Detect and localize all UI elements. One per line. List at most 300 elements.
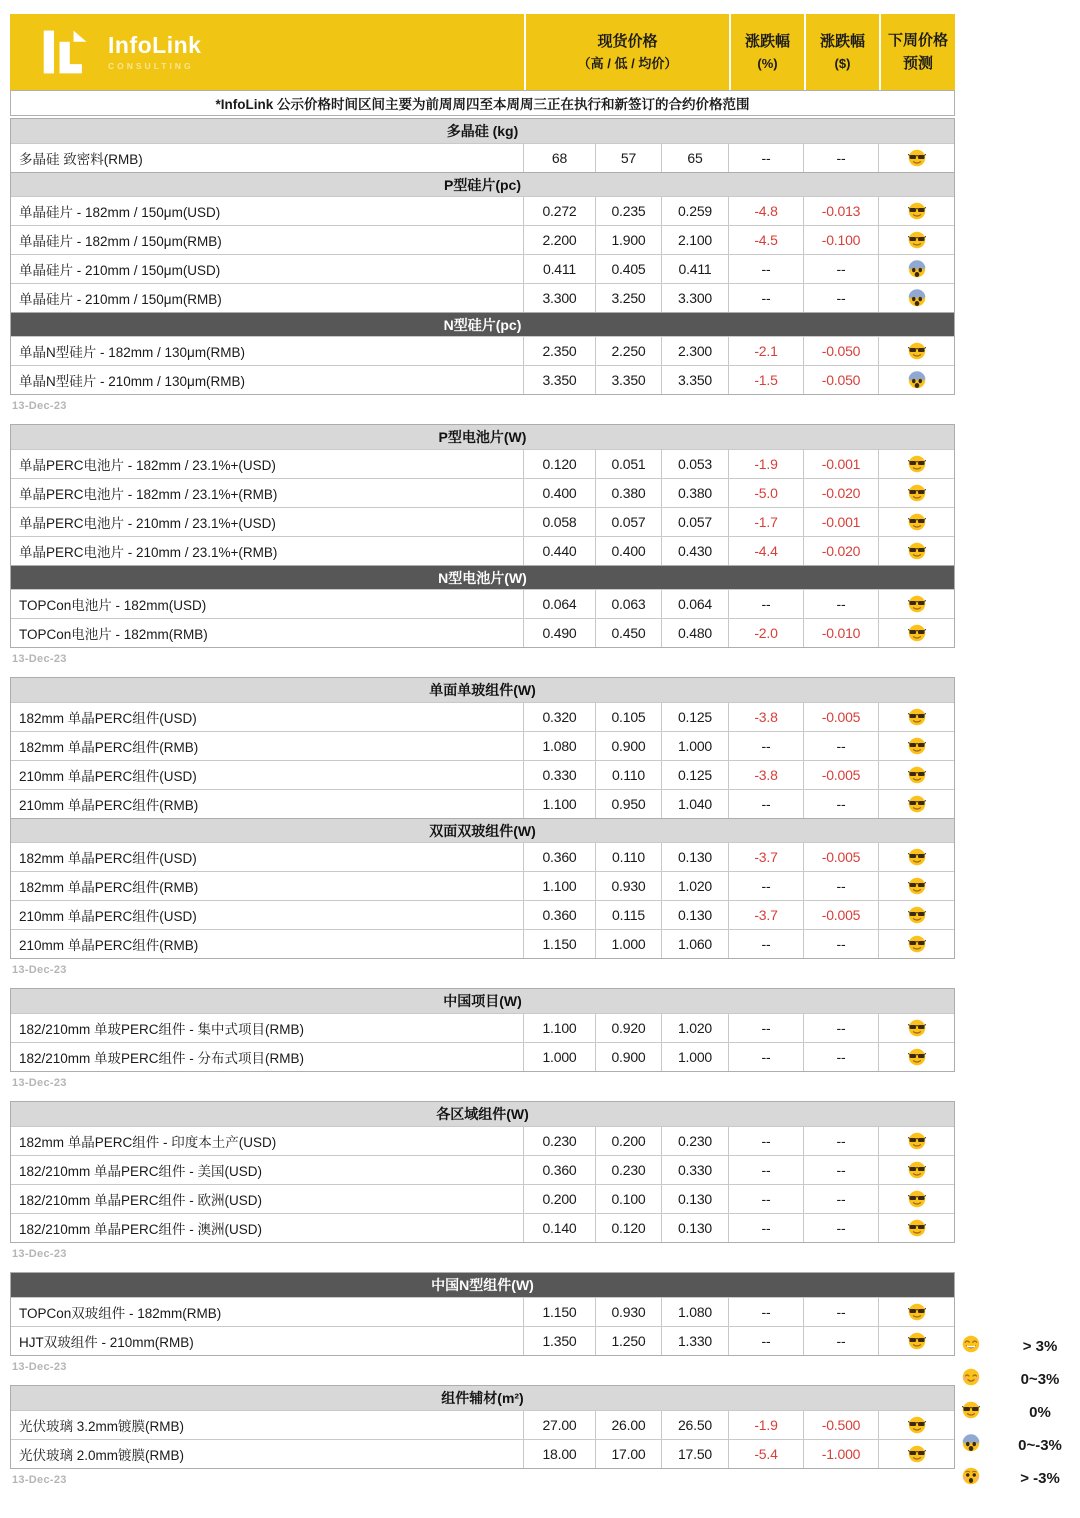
product-label: 光伏玻璃 3.2mm镀膜(RMB) <box>19 1419 184 1434</box>
sunglasses-emoji-icon <box>908 149 926 167</box>
legend-emoji <box>962 1434 980 1457</box>
price-low-cell: 0.051 <box>595 450 661 478</box>
grin-emoji-icon <box>962 1335 980 1353</box>
forecast-legend <box>962 1330 1080 1495</box>
legend-emoji <box>962 1401 980 1424</box>
table-row <box>11 1184 954 1213</box>
section-header: P型电池片(W) <box>11 425 954 449</box>
table-row <box>11 702 954 731</box>
price-low-cell: 1.250 <box>595 1327 661 1355</box>
sunglasses-emoji-icon <box>908 202 926 220</box>
change-pct-cell: -- <box>728 1298 803 1326</box>
sunglasses-emoji-icon <box>908 624 926 642</box>
price-avg-cell: 1.060 <box>661 930 728 958</box>
product-label: 182/210mm 单晶PERC组件 - 欧洲(USD) <box>19 1193 263 1208</box>
sunglasses-emoji-icon <box>908 906 926 924</box>
table-row <box>11 900 954 929</box>
change-usd-cell: -- <box>803 1327 878 1355</box>
price-avg-cell: 1.330 <box>661 1327 728 1355</box>
change-usd-cell: -- <box>803 1156 878 1184</box>
price-high-cell: 0.360 <box>523 1156 595 1184</box>
table-block <box>10 677 955 959</box>
change-usd-title: 涨跌幅 <box>819 33 865 51</box>
change-pct-cell: -- <box>728 930 803 958</box>
change-pct-cell: -1.9 <box>728 1411 803 1439</box>
table-row <box>11 1297 954 1326</box>
change-usd-cell: -0.100 <box>803 226 878 254</box>
sunglasses-emoji-icon <box>908 1445 926 1463</box>
legend-item <box>962 1363 1080 1396</box>
product-label: 单晶PERC电池片 - 182mm / 23.1%+(USD) <box>19 458 276 473</box>
product-label: TOPCon电池片 - 182mm(RMB) <box>19 627 208 642</box>
legend-label: 0~-3% <box>1018 1437 1062 1454</box>
price-high-cell: 18.00 <box>523 1440 595 1468</box>
product-label: TOPCon双玻组件 - 182mm(RMB) <box>19 1306 222 1321</box>
price-avg-cell: 0.130 <box>661 843 728 871</box>
forecast-cell <box>878 843 954 871</box>
table-row <box>11 1410 954 1439</box>
product-label: 182/210mm 单玻PERC组件 - 分布式项目(RMB) <box>19 1051 305 1066</box>
table-row <box>11 225 954 254</box>
change-usd-cell: -- <box>803 144 878 172</box>
price-avg-cell: 0.430 <box>661 537 728 565</box>
product-label: 182mm 单晶PERC组件(RMB) <box>19 880 199 895</box>
brand-tagline: CONSULTING <box>108 60 194 71</box>
forecast-cell <box>878 901 954 929</box>
price-high-cell: 68 <box>523 144 595 172</box>
price-avg-cell: 3.350 <box>661 366 728 394</box>
sunglasses-emoji-icon <box>908 484 926 502</box>
change-usd-cell: -- <box>803 284 878 312</box>
table-row <box>11 789 954 818</box>
price-low-cell: 0.110 <box>595 761 661 789</box>
table-row <box>11 196 954 225</box>
forecast-cell <box>878 930 954 958</box>
change-usd-cell: -- <box>803 930 878 958</box>
change-pct-title: 涨跌幅 <box>744 33 790 51</box>
price-low-cell: 0.110 <box>595 843 661 871</box>
table-block-group <box>10 118 955 412</box>
change-pct-cell: -4.4 <box>728 537 803 565</box>
table-row <box>11 1213 954 1242</box>
price-high-cell: 1.100 <box>523 790 595 818</box>
change-pct-cell: -- <box>728 144 803 172</box>
forecast-cell <box>878 255 954 283</box>
table-row <box>11 336 954 365</box>
scream-emoji-icon <box>908 371 926 389</box>
change-pct-cell: -5.4 <box>728 1440 803 1468</box>
table-row <box>11 365 954 394</box>
product-label: 182mm 单晶PERC组件 - 印度本土产(USD) <box>19 1135 277 1150</box>
table-row <box>11 143 954 172</box>
forecast-cell <box>878 790 954 818</box>
table-row <box>11 254 954 283</box>
price-high-cell: 1.000 <box>523 1043 595 1071</box>
section-header: 单面单玻组件(W) <box>11 678 954 702</box>
forecast-cell <box>878 732 954 760</box>
change-pct-cell: -4.5 <box>728 226 803 254</box>
table-block-group <box>10 1272 955 1373</box>
price-low-cell: 0.405 <box>595 255 661 283</box>
product-label: 210mm 单晶PERC组件(USD) <box>19 909 197 924</box>
change-usd-cell: -0.020 <box>803 479 878 507</box>
price-low-cell: 0.930 <box>595 872 661 900</box>
price-high-cell: 1.150 <box>523 930 595 958</box>
forecast-cell <box>878 1214 954 1242</box>
change-pct-cell: -3.7 <box>728 901 803 929</box>
table-row <box>11 1013 954 1042</box>
price-avg-cell: 0.057 <box>661 508 728 536</box>
table-row <box>11 842 954 871</box>
change-usd-cell: -0.005 <box>803 761 878 789</box>
legend-label: 0~3% <box>1020 1371 1060 1388</box>
date-stamp: 13-Dec-23 <box>12 1248 67 1260</box>
sunglasses-emoji-icon <box>908 1132 926 1150</box>
price-low-cell: 0.057 <box>595 508 661 536</box>
sunglasses-emoji-icon <box>908 935 926 953</box>
price-low-cell: 1.900 <box>595 226 661 254</box>
forecast-cell <box>878 197 954 225</box>
change-usd-cell: -- <box>803 255 878 283</box>
forecast-cell <box>878 450 954 478</box>
legend-emoji <box>962 1368 980 1391</box>
price-high-cell: 1.100 <box>523 1014 595 1042</box>
change-usd-cell: -- <box>803 732 878 760</box>
change-usd-cell: -- <box>803 872 878 900</box>
change-pct-subtitle: (%) <box>757 55 778 71</box>
sunglasses-emoji-icon <box>908 455 926 473</box>
sunglasses-emoji-icon <box>908 1048 926 1066</box>
product-label: 单晶硅片 - 210mm / 150μm(RMB) <box>19 292 222 307</box>
price-avg-cell: 17.50 <box>661 1440 728 1468</box>
brand-text <box>108 33 201 70</box>
table-row <box>11 1326 954 1355</box>
product-label: 182mm 单晶PERC组件(USD) <box>19 711 197 726</box>
sunglasses-emoji-icon <box>908 513 926 531</box>
product-label: 多晶硅 致密料(RMB) <box>19 152 143 167</box>
price-low-cell: 0.900 <box>595 732 661 760</box>
change-usd-cell: -0.005 <box>803 901 878 929</box>
forecast-cell <box>878 1298 954 1326</box>
price-low-cell: 26.00 <box>595 1411 661 1439</box>
price-low-cell: 0.235 <box>595 197 661 225</box>
price-low-cell: 0.450 <box>595 619 661 647</box>
table-block <box>10 988 955 1072</box>
smile-emoji-icon <box>962 1368 980 1386</box>
change-pct-cell: -1.5 <box>728 366 803 394</box>
table-row <box>11 478 954 507</box>
date-stamp: 13-Dec-23 <box>12 1077 67 1089</box>
price-avg-cell: 0.130 <box>661 1214 728 1242</box>
change-pct-cell: -- <box>728 732 803 760</box>
product-label: 光伏玻璃 2.0mm镀膜(RMB) <box>19 1448 184 1463</box>
price-avg-cell: 1.020 <box>661 872 728 900</box>
sunglasses-emoji-icon <box>908 1190 926 1208</box>
price-avg-cell: 1.000 <box>661 1043 728 1071</box>
price-avg-cell: 1.000 <box>661 732 728 760</box>
section-header: 中国N型组件(W) <box>11 1273 954 1297</box>
price-high-cell: 0.120 <box>523 450 595 478</box>
product-label: 182/210mm 单玻PERC组件 - 集中式项目(RMB) <box>19 1022 305 1037</box>
forecast-cell <box>878 337 954 365</box>
forecast-cell <box>878 1043 954 1071</box>
date-stamp: 13-Dec-23 <box>12 653 67 665</box>
price-high-cell: 0.140 <box>523 1214 595 1242</box>
product-label: 单晶N型硅片 - 210mm / 130μm(RMB) <box>19 374 246 389</box>
section-header: P型硅片(pc) <box>11 172 954 196</box>
forecast-cell <box>878 537 954 565</box>
price-high-cell: 2.200 <box>523 226 595 254</box>
price-low-cell: 0.120 <box>595 1214 661 1242</box>
price-low-cell: 0.950 <box>595 790 661 818</box>
table-block <box>10 424 955 648</box>
forecast-cell <box>878 761 954 789</box>
sheet-header <box>10 14 955 90</box>
section-header: N型电池片(W) <box>11 565 954 589</box>
date-stamp: 13-Dec-23 <box>12 964 67 976</box>
table-row <box>11 449 954 478</box>
scream-emoji-icon <box>962 1434 980 1452</box>
sunglasses-emoji-icon <box>908 1416 926 1434</box>
table-row <box>11 1439 954 1468</box>
brand-name: InfoLink <box>108 32 202 59</box>
product-label: 182mm 单晶PERC组件(RMB) <box>19 740 199 755</box>
price-avg-cell: 0.130 <box>661 901 728 929</box>
legend-item <box>962 1330 1080 1363</box>
forecast-cell <box>878 1440 954 1468</box>
table-row <box>11 731 954 760</box>
price-low-cell: 0.115 <box>595 901 661 929</box>
price-high-cell: 0.058 <box>523 508 595 536</box>
sunglasses-emoji-icon <box>908 795 926 813</box>
price-avg-cell: 26.50 <box>661 1411 728 1439</box>
table-row <box>11 536 954 565</box>
price-high-cell: 0.360 <box>523 901 595 929</box>
scream-emoji-icon <box>908 289 926 307</box>
price-high-cell: 3.300 <box>523 284 595 312</box>
product-label: 182/210mm 单晶PERC组件 - 美国(USD) <box>19 1164 263 1179</box>
change-pct-cell: -- <box>728 255 803 283</box>
price-avg-cell: 0.064 <box>661 590 728 618</box>
price-high-cell: 0.272 <box>523 197 595 225</box>
forecast-cell <box>878 590 954 618</box>
sunglasses-emoji-icon <box>908 708 926 726</box>
price-low-cell: 0.200 <box>595 1127 661 1155</box>
legend-label: > -3% <box>1020 1470 1060 1487</box>
price-avg-cell: 2.300 <box>661 337 728 365</box>
price-low-cell: 0.930 <box>595 1298 661 1326</box>
price-low-cell: 0.100 <box>595 1185 661 1213</box>
sunglasses-emoji-icon <box>908 848 926 866</box>
section-header: 组件辅材(m²) <box>11 1386 954 1410</box>
legend-emoji <box>962 1467 980 1490</box>
price-low-cell: 0.105 <box>595 703 661 731</box>
change-usd-cell: -0.001 <box>803 450 878 478</box>
sunglasses-emoji-icon <box>908 231 926 249</box>
change-usd-cell: -0.005 <box>803 703 878 731</box>
table-row <box>11 1155 954 1184</box>
change-pct-cell: -- <box>728 1327 803 1355</box>
price-high-cell: 0.411 <box>523 255 595 283</box>
price-low-cell: 0.063 <box>595 590 661 618</box>
forecast-cell <box>878 1014 954 1042</box>
price-low-cell: 17.00 <box>595 1440 661 1468</box>
forecast-cell <box>878 144 954 172</box>
spot-price-title: 现货价格 <box>597 33 658 51</box>
legend-label: > 3% <box>1022 1338 1058 1355</box>
change-usd-cell: -- <box>803 590 878 618</box>
product-label: 单晶PERC电池片 - 210mm / 23.1%+(RMB) <box>19 545 278 560</box>
change-usd-cell: -- <box>803 1185 878 1213</box>
price-high-cell: 0.440 <box>523 537 595 565</box>
change-pct-cell: -- <box>728 790 803 818</box>
forecast-cell <box>878 479 954 507</box>
forecast-cell <box>878 226 954 254</box>
product-label: 182/210mm 单晶PERC组件 - 澳洲(USD) <box>19 1222 263 1237</box>
price-avg-cell: 0.480 <box>661 619 728 647</box>
change-pct-cell: -3.8 <box>728 703 803 731</box>
price-low-cell: 57 <box>595 144 661 172</box>
forecast-cell <box>878 1411 954 1439</box>
sunglasses-emoji-icon <box>908 595 926 613</box>
price-low-cell: 0.380 <box>595 479 661 507</box>
change-usd-cell: -0.500 <box>803 1411 878 1439</box>
table-row <box>11 507 954 536</box>
change-pct-cell: -- <box>728 590 803 618</box>
table-block <box>10 1101 955 1243</box>
sunglasses-emoji-icon <box>908 342 926 360</box>
change-pct-cell: -2.1 <box>728 337 803 365</box>
change-usd-cell: -1.000 <box>803 1440 878 1468</box>
price-high-cell: 27.00 <box>523 1411 595 1439</box>
product-label: 单晶硅片 - 182mm / 150μm(USD) <box>19 205 221 220</box>
change-usd-cell: -- <box>803 1298 878 1326</box>
infolink-logo <box>10 14 524 90</box>
change-usd-cell: -0.050 <box>803 337 878 365</box>
change-pct-cell: -- <box>728 1127 803 1155</box>
table-blocks <box>10 118 955 1486</box>
price-avg-cell: 0.125 <box>661 761 728 789</box>
price-high-cell: 1.100 <box>523 872 595 900</box>
change-usd-cell: -0.050 <box>803 366 878 394</box>
table-block-group <box>10 988 955 1089</box>
table-row <box>11 283 954 312</box>
table-block <box>10 118 955 395</box>
table-block <box>10 1272 955 1356</box>
sunglasses-emoji-icon <box>908 766 926 784</box>
change-pct-cell: -- <box>728 1156 803 1184</box>
column-header-spot-price <box>524 14 729 90</box>
date-stamp: 13-Dec-23 <box>12 400 67 412</box>
section-header: N型硅片(pc) <box>11 312 954 336</box>
price-avg-cell: 0.330 <box>661 1156 728 1184</box>
product-label: 单晶PERC电池片 - 182mm / 23.1%+(RMB) <box>19 487 278 502</box>
table-row <box>11 760 954 789</box>
price-avg-cell: 0.130 <box>661 1185 728 1213</box>
product-label: 210mm 单晶PERC组件(RMB) <box>19 938 199 953</box>
price-low-cell: 3.350 <box>595 366 661 394</box>
spot-price-subtitle: （高 / 低 / 均价） <box>577 55 678 71</box>
forecast-cell <box>878 284 954 312</box>
price-low-cell: 0.400 <box>595 537 661 565</box>
forecast-title-line1: 下周价格 <box>887 31 948 49</box>
sunglasses-emoji-icon <box>908 1219 926 1237</box>
legend-emoji <box>962 1335 980 1358</box>
change-usd-cell: -- <box>803 1214 878 1242</box>
product-label: 210mm 单晶PERC组件(RMB) <box>19 798 199 813</box>
forecast-cell <box>878 1327 954 1355</box>
price-high-cell: 3.350 <box>523 366 595 394</box>
change-usd-cell: -0.020 <box>803 537 878 565</box>
product-label: 单晶PERC电池片 - 210mm / 23.1%+(USD) <box>19 516 276 531</box>
price-avg-cell: 1.020 <box>661 1014 728 1042</box>
change-pct-cell: -1.9 <box>728 450 803 478</box>
change-pct-cell: -1.7 <box>728 508 803 536</box>
price-high-cell: 2.350 <box>523 337 595 365</box>
price-high-cell: 0.200 <box>523 1185 595 1213</box>
change-usd-cell: -0.013 <box>803 197 878 225</box>
price-sheet <box>10 14 955 1498</box>
price-low-cell: 2.250 <box>595 337 661 365</box>
table-row <box>11 618 954 647</box>
change-usd-cell: -0.005 <box>803 843 878 871</box>
column-header-forecast <box>879 14 955 90</box>
table-block-group <box>10 1101 955 1260</box>
table-row <box>11 1042 954 1071</box>
change-pct-cell: -- <box>728 1214 803 1242</box>
forecast-cell <box>878 703 954 731</box>
price-avg-cell: 0.125 <box>661 703 728 731</box>
price-high-cell: 0.360 <box>523 843 595 871</box>
price-avg-cell: 0.053 <box>661 450 728 478</box>
price-avg-cell: 0.411 <box>661 255 728 283</box>
sunglasses-emoji-icon <box>908 1332 926 1350</box>
table-block-group <box>10 1385 955 1486</box>
price-low-cell: 0.230 <box>595 1156 661 1184</box>
product-label: HJT双玻组件 - 210mm(RMB) <box>19 1335 194 1350</box>
change-usd-cell: -- <box>803 1127 878 1155</box>
legend-item <box>962 1462 1080 1495</box>
change-usd-cell: -- <box>803 1014 878 1042</box>
price-high-cell: 0.320 <box>523 703 595 731</box>
price-high-cell: 0.330 <box>523 761 595 789</box>
forecast-cell <box>878 366 954 394</box>
section-header: 多晶硅 (kg) <box>11 119 954 143</box>
table-row <box>11 871 954 900</box>
astonished-emoji-icon <box>962 1467 980 1485</box>
price-avg-cell: 3.300 <box>661 284 728 312</box>
change-pct-cell: -- <box>728 1014 803 1042</box>
sunglasses-emoji-icon <box>908 542 926 560</box>
change-pct-cell: -4.8 <box>728 197 803 225</box>
sunglasses-emoji-icon <box>908 1161 926 1179</box>
product-label: 182mm 单晶PERC组件(USD) <box>19 851 197 866</box>
section-header: 中国项目(W) <box>11 989 954 1013</box>
change-pct-cell: -- <box>728 284 803 312</box>
legend-label: 0% <box>1029 1404 1051 1421</box>
price-high-cell: 1.080 <box>523 732 595 760</box>
table-row <box>11 1126 954 1155</box>
price-low-cell: 0.900 <box>595 1043 661 1071</box>
legend-item <box>962 1396 1080 1429</box>
forecast-cell <box>878 619 954 647</box>
change-usd-cell: -- <box>803 1043 878 1071</box>
sunglasses-emoji-icon <box>962 1401 980 1419</box>
forecast-cell <box>878 872 954 900</box>
price-high-cell: 1.150 <box>523 1298 595 1326</box>
sunglasses-emoji-icon <box>908 1019 926 1037</box>
forecast-cell <box>878 1127 954 1155</box>
